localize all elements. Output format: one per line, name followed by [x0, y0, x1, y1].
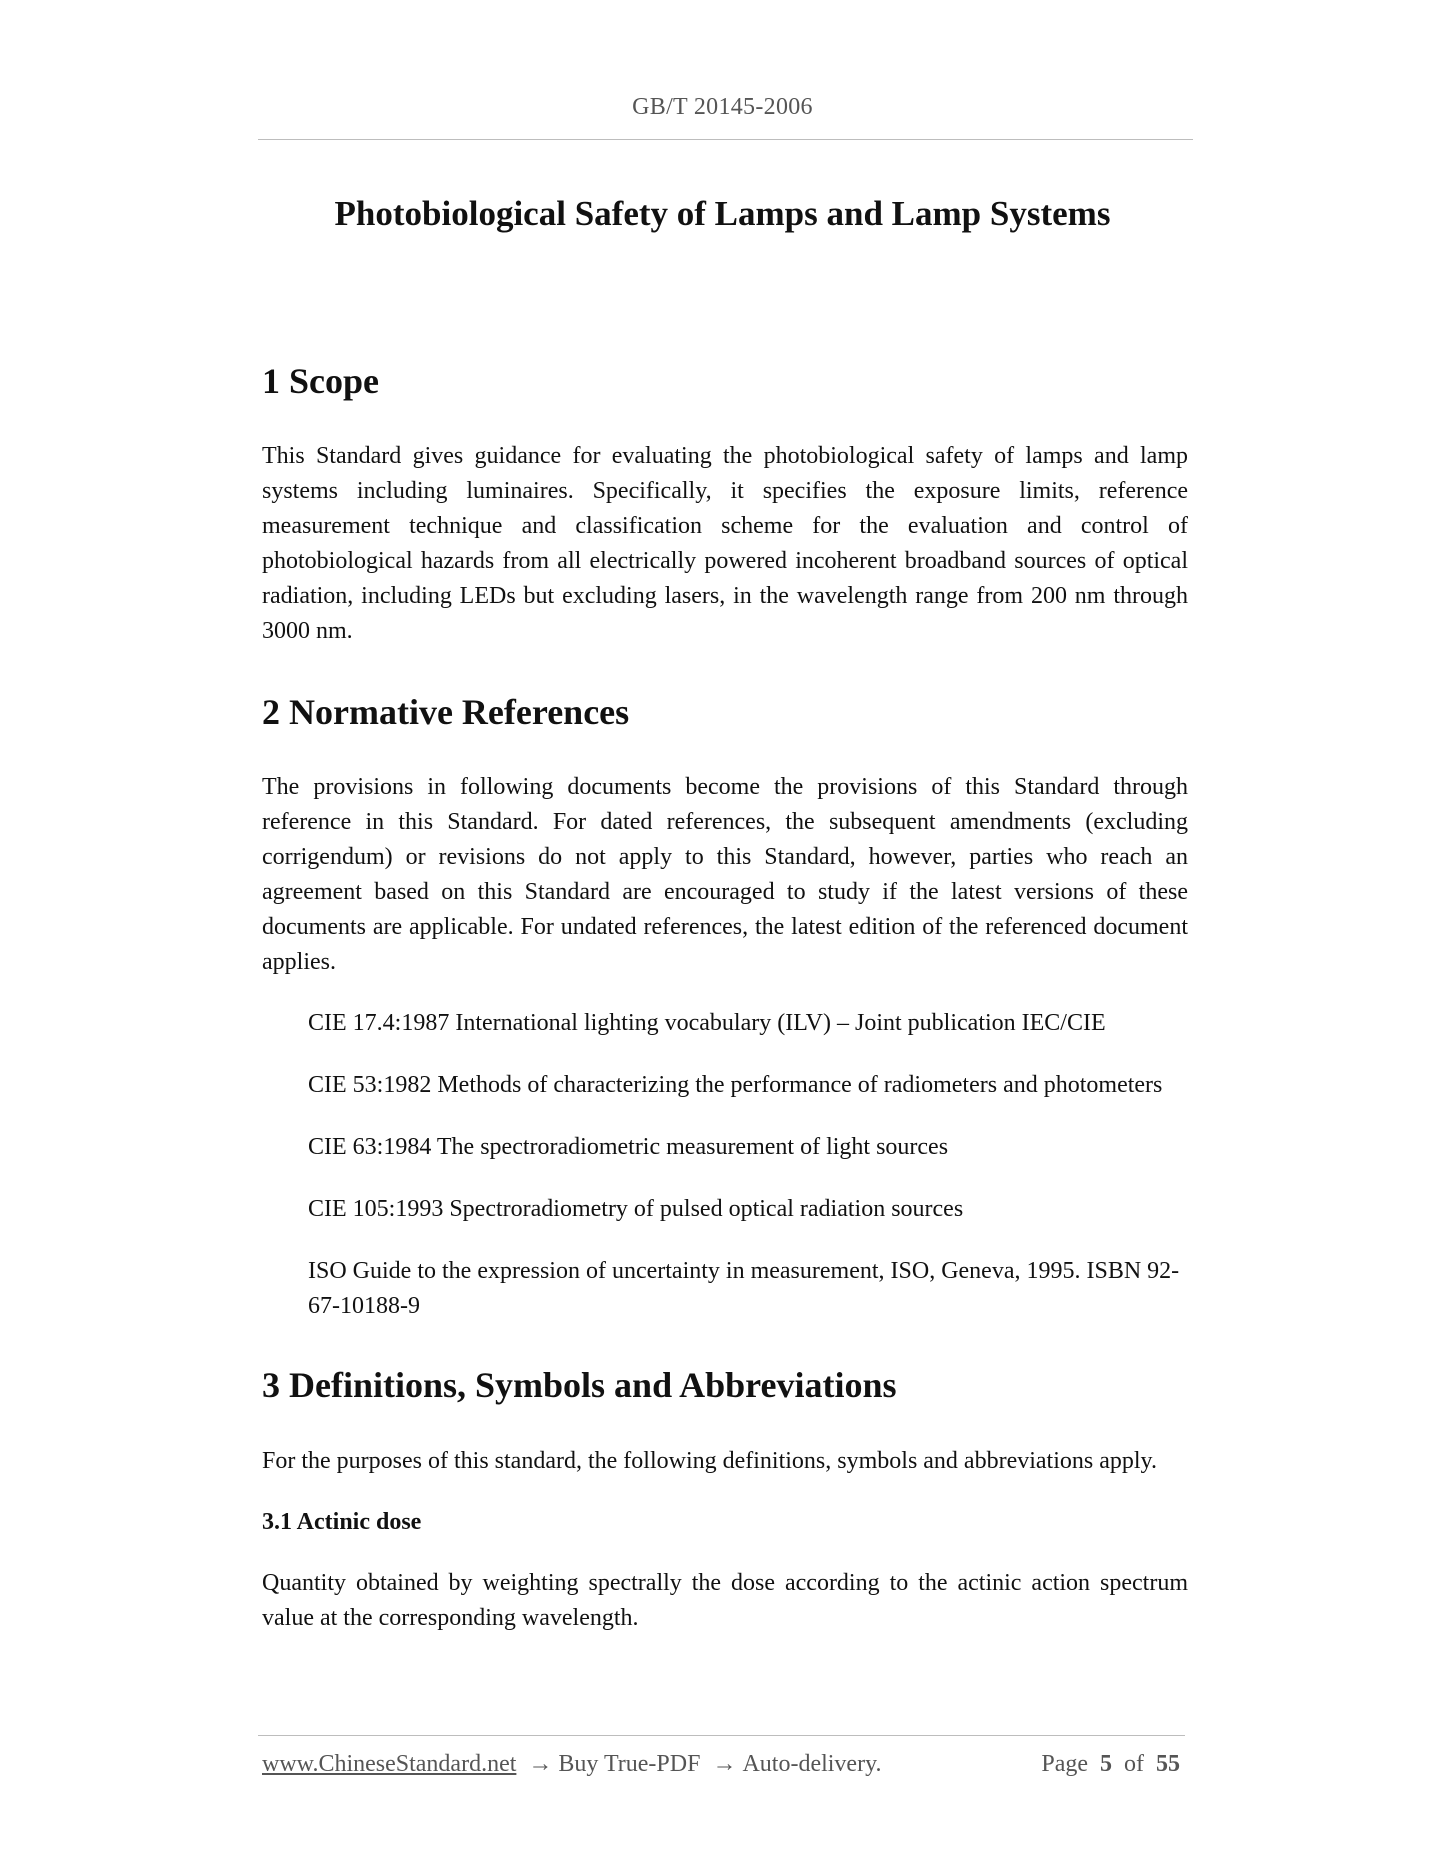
- section-3-heading: 3 Definitions, Symbols and Abbreviations: [262, 1365, 897, 1406]
- document-body: [262, 360, 1188, 1636]
- page-of-label: of: [1124, 1751, 1144, 1777]
- reference-item: CIE 53:1982 Methods of characterizing the performance of radiometers and photometers: [308, 1072, 1163, 1099]
- page-current: 5: [1100, 1751, 1112, 1777]
- section-3-intro: For the purposes of this standard, the following definitions, symbols and abbreviations apply.: [262, 1447, 1157, 1474]
- page-indicator: [1041, 1751, 1180, 1778]
- reference-item: CIE 17.4:1987 International lighting vocabulary (ILV) – Joint publication IEC/CIE: [308, 1010, 1106, 1037]
- subsection-3-1-paragraph: Quantity obtained by weighting spectrally the dose according to the actinic action spectrum value at the corresponding wavelength.: [262, 1569, 1188, 1631]
- buy-pdf-text: Buy True-PDF: [558, 1751, 701, 1777]
- page-label: Page: [1041, 1751, 1088, 1777]
- website-link[interactable]: www.ChineseStandard.net: [262, 1751, 517, 1777]
- arrow-right-icon: →: [528, 1751, 553, 1777]
- header-divider: [258, 139, 1193, 140]
- footer-left: [262, 1751, 882, 1778]
- page-footer: [262, 1751, 1180, 1778]
- section-2-paragraph: The provisions in following documents become the provisions of this Standard through reference in this Standard. For dated references, the subsequent amendments (excluding corrigendum) or revisions do not apply to this Standard, however, parties who reach an agreement based on this Standard are encouraged to study if the latest versions of these documents are applicable. For undated references, the latest edition of the referenced document applies.: [262, 774, 1188, 976]
- section-1-paragraph: This Standard gives guidance for evaluating the photobiological safety of lamps and lamp systems including luminaires. Specifically, it specifies the exposure limits, reference measurement technique and classification scheme for the evaluation and control of photobiological hazards from all electrically powered incoherent broadband sources of optical radiation, including LEDs but excluding lasers, in the wavelength range from 200 nm through 3000 nm.: [262, 443, 1188, 645]
- reference-list: [262, 1006, 1188, 1324]
- reference-item: CIE 105:1993 Spectroradiometry of pulsed optical radiation sources: [308, 1196, 964, 1223]
- subsection-3-1-heading: 3.1 Actinic dose: [262, 1508, 422, 1535]
- document-title: Photobiological Safety of Lamps and Lamp Systems: [334, 194, 1111, 233]
- section-1-heading: 1 Scope: [262, 361, 379, 401]
- page-total: 55: [1156, 1751, 1180, 1777]
- footer-divider: [258, 1735, 1185, 1736]
- header-doc-code: GB/T 20145-2006: [632, 94, 813, 120]
- arrow-right-icon: →: [712, 1751, 737, 1777]
- reference-item: ISO Guide to the expression of uncertainty in measurement, ISO, Geneva, 1995. ISBN 92-67-10188-9: [308, 1258, 1180, 1320]
- delivery-text: Auto-delivery.: [742, 1751, 882, 1777]
- section-2-heading: 2 Normative References: [262, 692, 630, 733]
- reference-item: CIE 63:1984 The spectroradiometric measurement of light sources: [308, 1134, 949, 1161]
